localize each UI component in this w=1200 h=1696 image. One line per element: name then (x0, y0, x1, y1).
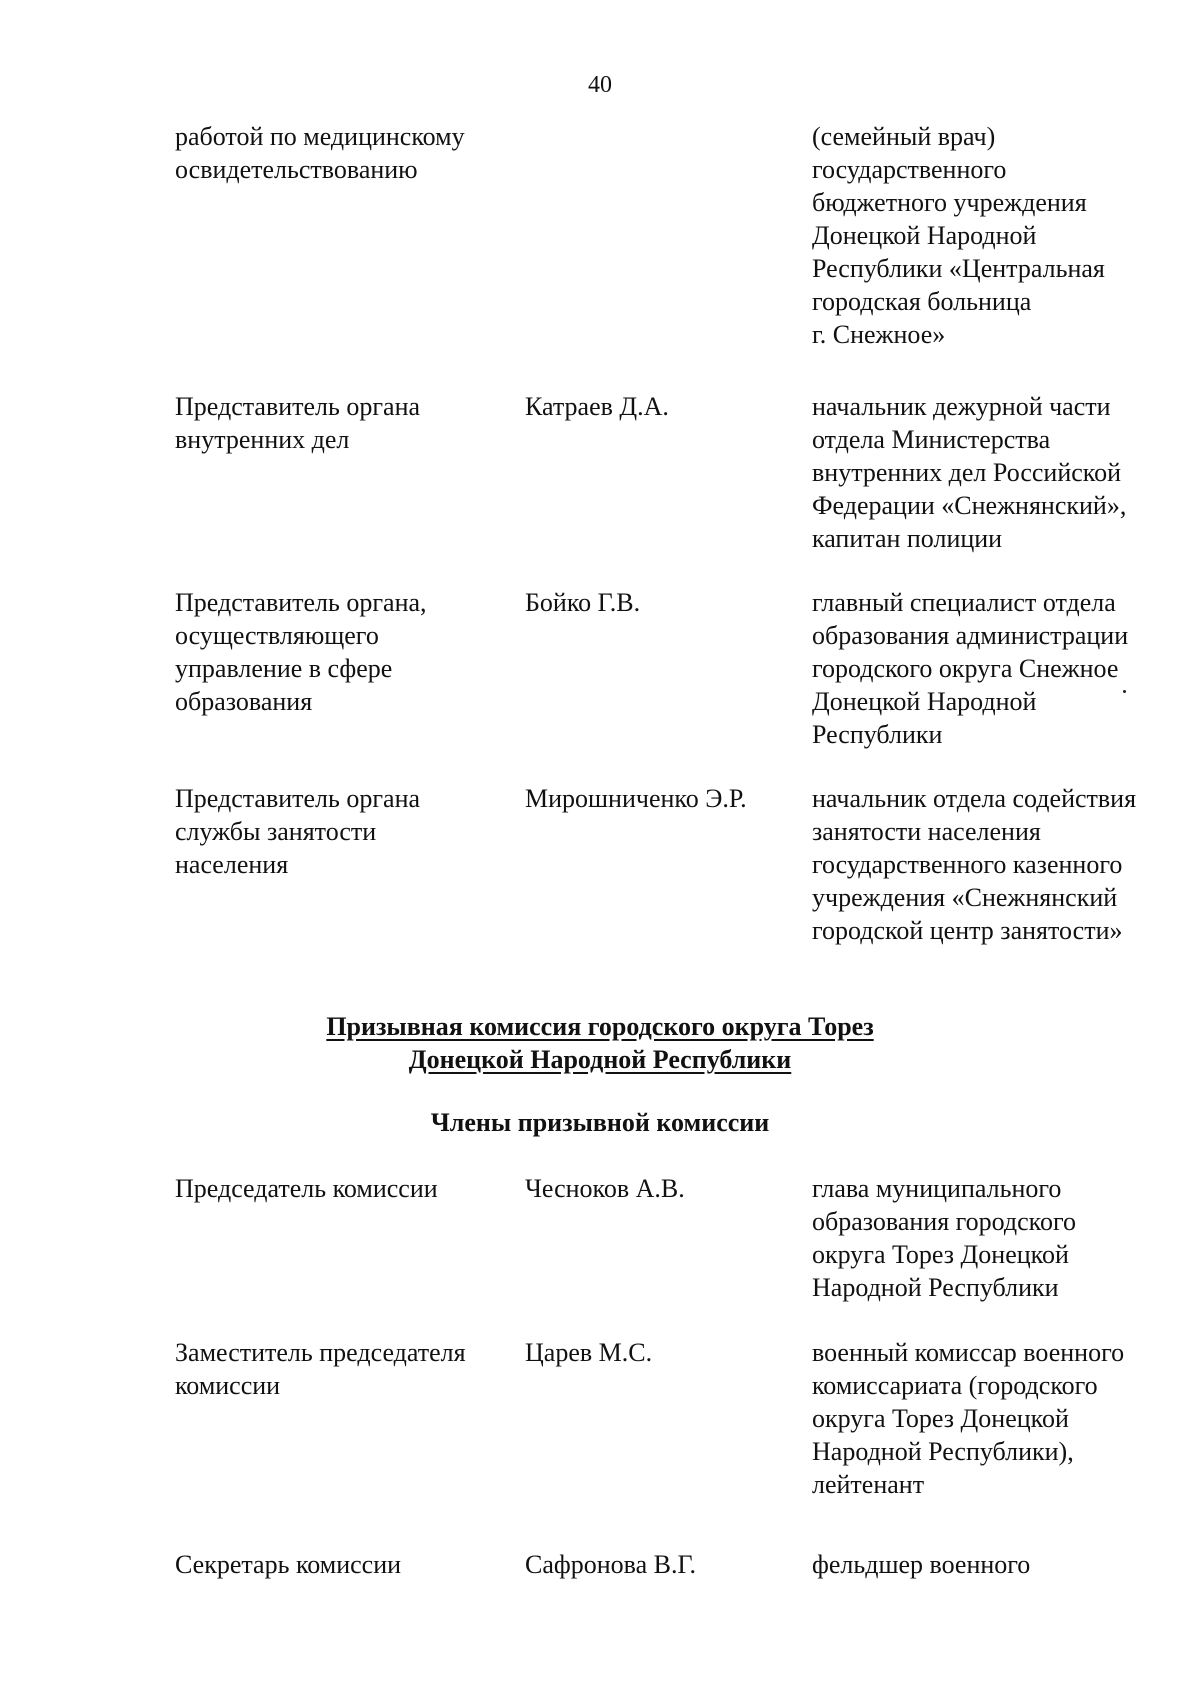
position-line: Республики «Центральная (812, 254, 1105, 283)
position-line: г. Снежное» (812, 320, 946, 349)
name-line: Мирошниченко Э.Р. (525, 784, 747, 813)
name-cell (525, 1548, 795, 1581)
position-cell (812, 1172, 1192, 1304)
name-line: Сафронова В.Г. (525, 1550, 697, 1579)
role-cell (175, 120, 515, 186)
role-line: осуществляющего (175, 621, 379, 650)
role-line: управление в сфере (175, 654, 393, 683)
position-line: занятости населения (812, 817, 1041, 846)
name-line: Чесноков А.В. (525, 1174, 685, 1203)
role-line: Председатель комиссии (175, 1174, 438, 1203)
position-cell (812, 782, 1192, 947)
position-line: городская больница (812, 287, 1032, 316)
role-cell (175, 1172, 515, 1205)
role-cell (175, 586, 515, 718)
position-line: Донецкой Народной (812, 221, 1037, 250)
position-line: начальник отдела содействия (812, 784, 1137, 813)
position-line: фельдшер военного (812, 1550, 1031, 1579)
position-line: округа Торез Донецкой (812, 1240, 1069, 1269)
role-line: Заместитель председателя (175, 1338, 466, 1367)
name-cell (525, 586, 795, 619)
role-line: комиссии (175, 1371, 281, 1400)
role-cell (175, 390, 515, 456)
role-line: внутренних дел (175, 425, 350, 454)
position-line: государственного (812, 155, 1007, 184)
name-cell (525, 1172, 795, 1205)
page-number: 40 (588, 72, 612, 98)
name-line: Бойко Г.В. (525, 588, 641, 617)
position-line: Республики (812, 720, 943, 749)
scan-speck (1123, 690, 1126, 693)
role-cell (175, 782, 515, 881)
role-line: Представитель органа (175, 784, 421, 813)
role-cell (175, 1336, 515, 1402)
position-line: учреждения «Снежнянский (812, 883, 1118, 912)
role-cell (175, 1548, 515, 1581)
position-line: капитан полиции (812, 524, 1003, 553)
role-line: работой по медицинскому (175, 122, 465, 151)
position-line: Народной Республики), (812, 1437, 1074, 1466)
name-cell (525, 1336, 795, 1369)
role-line: Секретарь комиссии (175, 1550, 402, 1579)
position-cell (812, 1336, 1192, 1501)
position-cell (812, 586, 1192, 751)
position-line: лейтенант (812, 1470, 925, 1499)
position-line: главный специалист отдела (812, 588, 1116, 617)
section-title-line: Призывная комиссия городского округа Торез (326, 1012, 874, 1041)
position-cell (812, 120, 1192, 351)
position-line: государственного казенного (812, 850, 1123, 879)
role-line: образования (175, 687, 313, 716)
position-line: начальник дежурной части (812, 392, 1111, 421)
role-line: населения (175, 850, 289, 879)
position-line: отдела Министерства (812, 425, 1051, 454)
role-line: службы занятости (175, 817, 377, 846)
position-line: образования администрации (812, 621, 1129, 650)
name-cell (525, 782, 795, 815)
section-subtitle: Члены призывной комиссии (430, 1108, 770, 1137)
position-line: городского округа Снежное (812, 654, 1119, 683)
position-line: (семейный врач) (812, 122, 996, 151)
position-line: городской центр занятости» (812, 916, 1123, 945)
role-line: освидетельствованию (175, 155, 418, 184)
section-title (0, 1010, 1200, 1076)
name-line: Царев М.С. (525, 1338, 653, 1367)
name-cell (525, 390, 795, 423)
position-line: бюджетного учреждения (812, 188, 1087, 217)
position-line: Донецкой Народной (812, 687, 1037, 716)
name-line: Катраев Д.А. (525, 392, 669, 421)
position-line: округа Торез Донецкой (812, 1404, 1069, 1433)
position-line: Народной Республики (812, 1273, 1059, 1302)
position-line: образования городского (812, 1207, 1077, 1236)
position-cell (812, 1548, 1192, 1581)
role-line: Представитель органа (175, 392, 421, 421)
position-line: комиссариата (городского (812, 1371, 1098, 1400)
position-line: внутренних дел Российской (812, 458, 1122, 487)
position-line: Федерации «Снежнянский», (812, 491, 1127, 520)
section-title-line: Донецкой Народной Республики (408, 1045, 792, 1074)
role-line: Представитель органа, (175, 588, 427, 617)
position-line: военный комиссар военного (812, 1338, 1125, 1367)
position-cell (812, 390, 1192, 555)
position-line: глава муниципального (812, 1174, 1062, 1203)
